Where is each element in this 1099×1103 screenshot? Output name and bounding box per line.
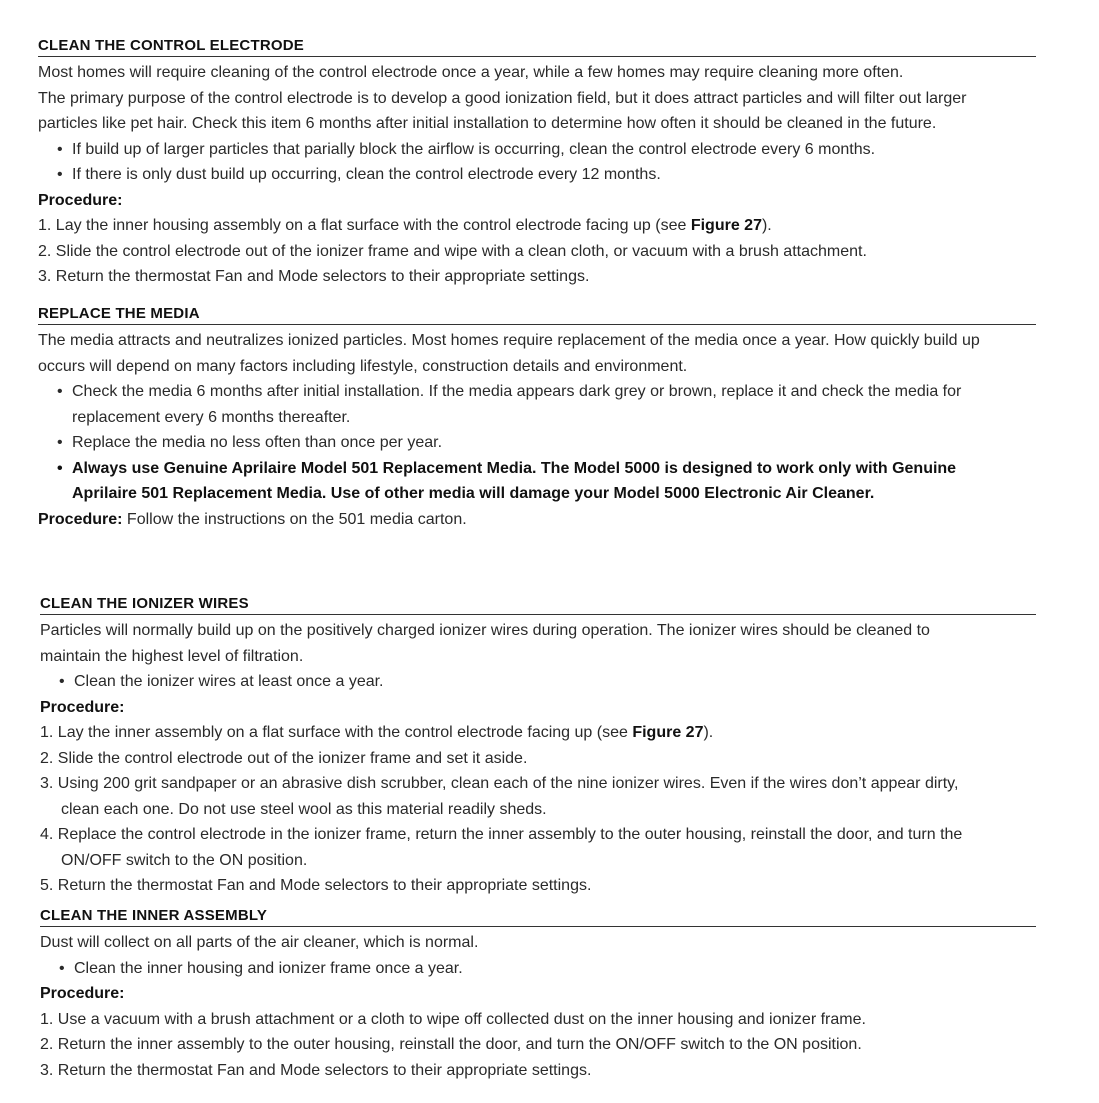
list-item: • If build up of larger particles that parially block the airflow is occurring, clean the control electrode every 6 months. [38,137,1036,163]
procedure-label: Procedure: [38,510,123,528]
procedure-step-continuation: ON/OFF switch to the ON position. [61,851,308,869]
section-replace-media [38,305,1036,532]
list-item: • Replace the media no less often than once per year. [38,430,1036,456]
section-clean-ionizer-wires [40,595,1036,899]
procedure-step: 5. Return the thermostat Fan and Mode selectors to their appropriate settings. [40,877,592,894]
paragraph-line: occurs will depend on many factors including lifestyle, construction details and environment. [38,357,688,375]
procedure-step: 1. Use a vacuum with a brush attachment or a cloth to wipe off collected dust on the inner housing and ionizer frame. [40,1010,866,1028]
procedure-step: 4. Replace the control electrode in the ionizer frame, return the inner assembly to the outer housing, reinstall the door, and turn the [40,826,963,843]
procedure-step: 2. Slide the control electrode out of the ionizer frame and set it aside. [40,749,528,767]
procedure-step: 3. Using 200 grit sandpaper or an abrasive dish scrubber, clean each of the nine ionizer wires. Even if the wires don’t appear dirty, [40,775,959,792]
bullet-icon: • [59,673,65,690]
bullet-icon: • [57,459,63,477]
list-item-continuation: Aprilaire 501 Replacement Media. Use of other media will damage your Model 5000 Electronic Air Cleaner. [72,485,875,502]
bullet-icon: • [59,959,65,977]
section-heading: CLEAN THE IONIZER WIRES [40,595,1036,615]
list-item: • Clean the ionizer wires at least once a year. [40,669,1036,695]
list-item-important: • Always use Genuine Aprilaire Model 501 Replacement Media. The Model 5000 is designed to work only with Genuine [38,456,1036,482]
paragraph-line: The media attracts and neutralizes ionized particles. Most homes require replacement of the media once a year. How quickly build up [38,332,980,349]
procedure-step: 2. Slide the control electrode out of the ionizer frame and wipe with a clean cloth, or vacuum with a brush attachment. [38,242,867,260]
bullet-icon: • [57,166,63,183]
paragraph-line: Particles will normally build up on the positively charged ionizer wires during operation. The ionizer wires should be cleaned to [40,622,930,639]
procedure-step: 1. Lay the inner housing assembly on a flat surface with the control electrode facing up (see Figure 27). [38,217,772,234]
bullet-icon: • [57,434,63,451]
bullet-icon: • [57,140,63,158]
section-clean-inner-assembly [40,907,1036,1083]
paragraph-line: The primary purpose of the control electrode is to develop a good ionization field, but it does attract particles and will filter out larger [38,89,967,107]
list-item-continuation: replacement every 6 months thereafter. [72,408,351,426]
procedure-step: 1. Lay the inner assembly on a flat surface with the control electrode facing up (see Figure 27). [40,724,714,741]
paragraph-line: maintain the highest level of filtration. [40,647,304,665]
section-heading: CLEAN THE INNER ASSEMBLY [40,907,1036,927]
procedure-step-continuation: clean each one. Do not use steel wool as this material readily sheds. [61,800,547,818]
list-item: • Check the media 6 months after initial installation. If the media appears dark grey or brown, replace it and check the media for [38,379,1036,405]
bullet-icon: • [57,383,63,400]
procedure-label: Procedure: [38,191,123,209]
paragraph-line: Most homes will require cleaning of the control electrode once a year, while a few homes may require cleaning more often. [38,64,904,81]
section-heading: REPLACE THE MEDIA [38,305,1036,325]
section-heading: CLEAN THE CONTROL ELECTRODE [38,37,1036,57]
procedure-step: 3. Return the thermostat Fan and Mode selectors to their appropriate settings. [38,268,590,285]
paragraph-line: particles like pet hair. Check this item 6 months after initial installation to determine how often it should be cleaned in the future. [38,115,937,132]
section-clean-control-electrode [38,37,1036,290]
list-item: • If there is only dust build up occurring, clean the control electrode every 12 months. [38,162,1036,188]
procedure-step: 2. Return the inner assembly to the outer housing, reinstall the door, and turn the ON/OFF switch to the ON position. [40,1036,862,1053]
list-item: • Clean the inner housing and ionizer frame once a year. [40,956,1036,982]
procedure-label: Procedure: [40,698,125,716]
procedure-line: Procedure: Follow the instructions on the 501 media carton. [38,510,467,528]
paragraph-line: Dust will collect on all parts of the air cleaner, which is normal. [40,934,479,951]
procedure-label: Procedure: [40,985,125,1002]
procedure-step: 3. Return the thermostat Fan and Mode selectors to their appropriate settings. [40,1061,592,1079]
